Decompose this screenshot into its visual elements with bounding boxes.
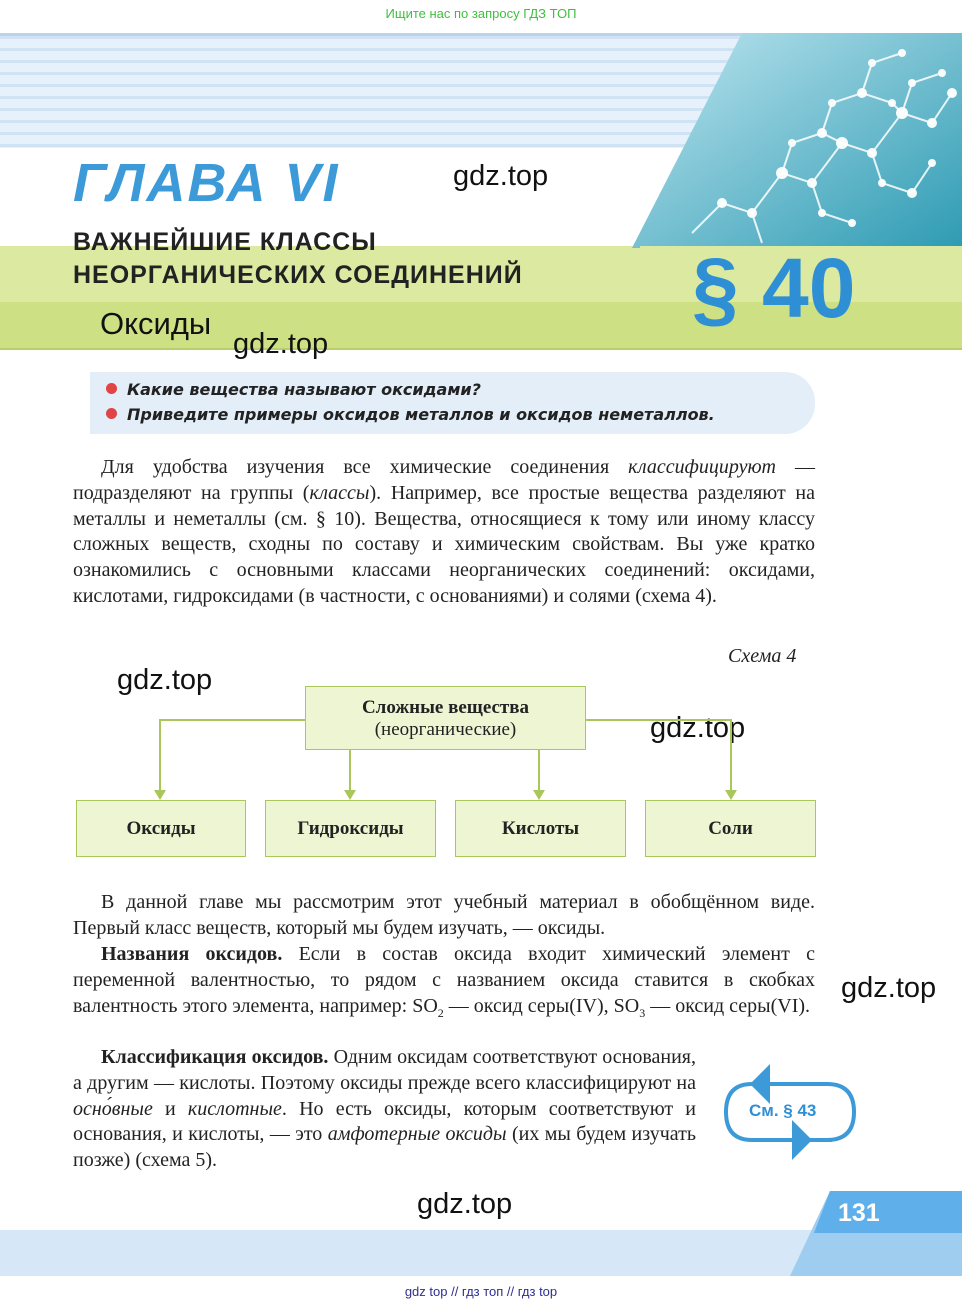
watermark: gdz.top [841,972,937,1004]
chapter-subtitle-line1: ВАЖНЕЙШИЕ КЛАССЫ [73,228,377,256]
schema-child-box: Гидроксиды [265,800,436,857]
body-emphasis: амфотерные оксиды [327,1123,507,1146]
classification-heading: Классификация оксидов. [101,1046,329,1068]
molecule-illustration [632,33,962,248]
chapter-label: ГЛАВА VI [73,153,340,213]
subscript: 2 [437,1005,444,1020]
chapter-subtitle [73,226,523,292]
page-number: 131 [838,1199,880,1227]
body-text: В данной главе мы рассмотрим этот учебный материал в обобщённом виде. Первый класс веществ, который мы будем изучать, — оксиды. [73,891,815,939]
body-paragraph-classification [73,1045,696,1174]
body-text: Одним оксидам соответствуют основания, а другим — кислоты. Поэтому оксиды прежде всего классифицируют на [73,1046,696,1094]
watermark: gdz.top [417,1188,513,1220]
top-search-note: Ищите нас по запросу ГДЗ ТОП [385,6,577,21]
schema-child-box: Оксиды [76,800,246,857]
schema-root-title: Сложные вещества [361,697,530,718]
bottom-note: gdz top // гдз топ // гдз top [404,1284,558,1299]
schema-root-subtitle: (неорганические) [374,719,517,740]
intro-emphasis: классы [309,481,370,504]
question-text: Приведите примеры оксидов металлов и оксидов неметаллов. [127,405,715,424]
body-text: и [152,1097,188,1120]
schema-child-box: Кислоты [455,800,626,857]
body-emphasis: осно́вные [73,1097,153,1120]
watermark: gdz.top [650,712,746,744]
intro-text: — подразделяют на группы ( [73,456,816,504]
intro-text: ). Например, все простые вещества разделяют на металлы и неметаллы (см. § 10). Вещества, относящиеся к тому или иному классу сложных веществ, сходны по составу и химическим свойствам. Вы уже кратко ознакомились с основными классами неорганических соединений: оксидами, кислотами, гидроксидами (в частности, с основаниями) и солями (схема 4). [73,481,815,607]
schema-child-box: Соли [645,800,816,857]
intro-text: Для удобства изучения все химические соединения [101,456,629,478]
watermark: gdz.top [453,160,549,192]
body-emphasis: кислотные [187,1097,282,1120]
body-text: — оксид серы(IV), SO [443,994,640,1017]
watermark: gdz.top [117,664,213,696]
schema-label: Схема 4 [728,645,797,667]
body-text: — оксид серы(VI). [645,994,811,1017]
intro-emphasis: классифицируют [628,456,776,478]
question-item [106,405,715,424]
intro-paragraph [73,455,815,610]
question-item [106,380,481,399]
bullet-icon [106,408,117,419]
body-paragraph-1 [73,890,815,942]
body-text: (их мы будем изучать позже) (схема 5). [73,1123,696,1172]
body-text: Если в состав оксида входит химический элемент с переменной валентностью, то рядом с названием оксида ставится в скобках валентность этого элемента, например: SO [73,943,815,1017]
names-heading: Названия оксидов. [101,943,283,965]
schema-root-box [305,686,586,750]
watermark: gdz.top [233,328,329,360]
body-text: . Но есть оксиды, которым соответствуют и основания, и кислоты, — это [73,1097,697,1146]
paragraph-number: § 40 [692,241,856,335]
subscript: 3 [639,1005,646,1020]
body-paragraph-names [73,942,815,1026]
chapter-subtitle-line2: НЕОРГАНИЧЕСКИХ СОЕДИНЕНИЙ [73,261,523,289]
see-reference: См. § 43 [749,1101,817,1120]
section-title: Оксиды [100,306,212,341]
question-text: Какие вещества называют оксидами? [127,380,481,399]
bullet-icon [106,383,117,394]
